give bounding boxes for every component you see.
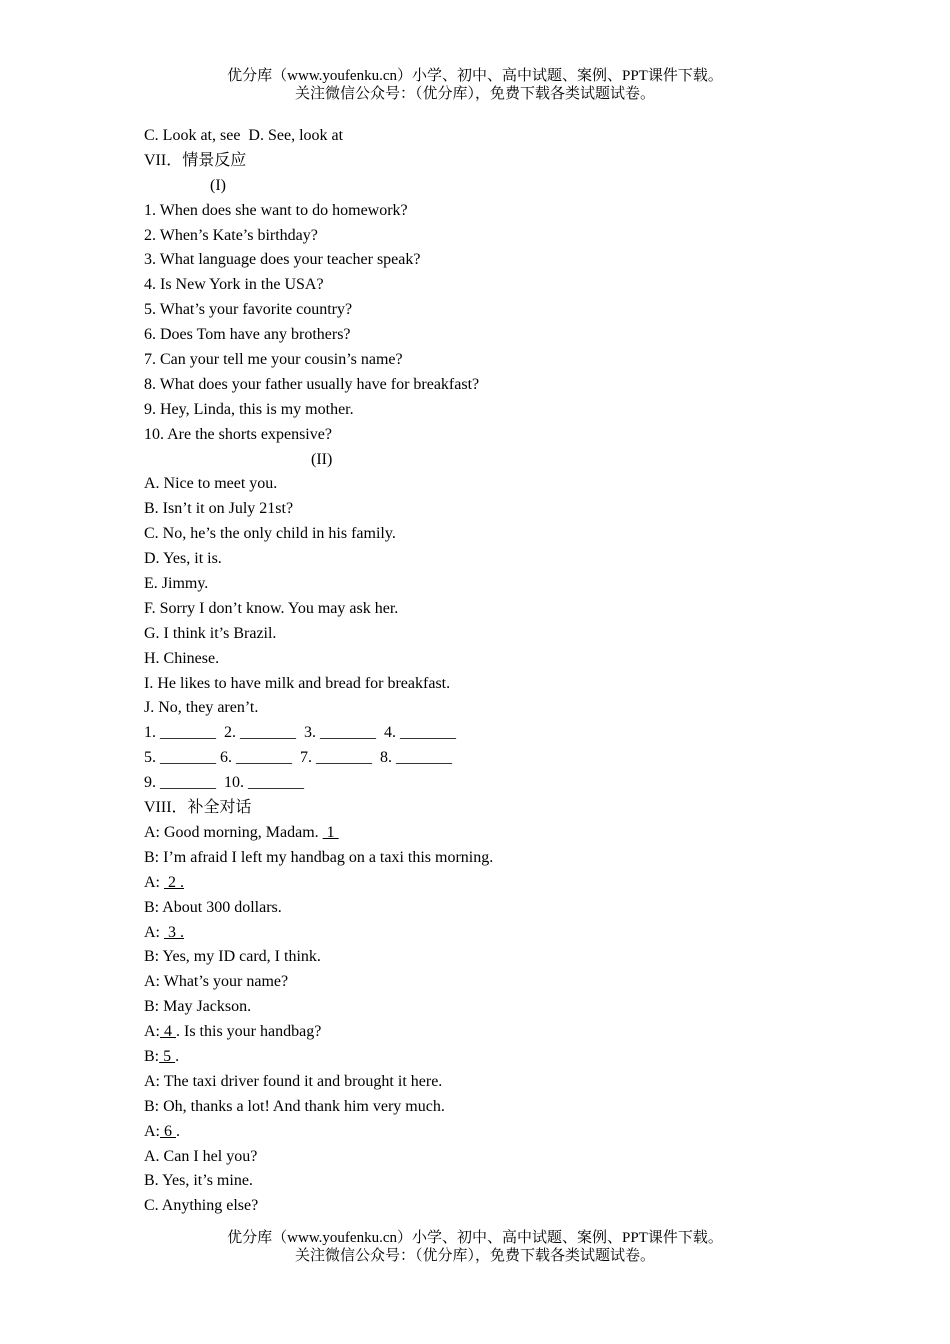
question-2: 2. When’s Kate’s birthday?: [144, 226, 318, 244]
dialogue-blank-4: 4: [160, 1023, 176, 1041]
question-7: 7. Can your tell me your cousin’s name?: [144, 351, 403, 369]
response-f: F. Sorry I don’t know. You may ask her.: [144, 599, 399, 617]
response-g: G. I think it’s Brazil.: [144, 624, 277, 642]
response-d: D. Yes, it is.: [144, 550, 222, 568]
dialogue-text: B: Yes, my ID card, I think.: [144, 948, 321, 966]
option-c: C. Anything else?: [144, 1197, 259, 1215]
question-5: 5. What’s your favorite country?: [144, 301, 353, 319]
dialogue-blank-6: 6: [160, 1122, 176, 1140]
dialogue-line-10: [144, 1045, 804, 1070]
dialogue-line-5: [144, 921, 804, 946]
question-9: 9. Hey, Linda, this is my mother.: [144, 400, 354, 418]
dialogue-line-13: [144, 1120, 804, 1145]
response-c: C. No, he’s the only child in his family.: [144, 525, 396, 543]
question-4: 4. Is New York in the USA?: [144, 276, 324, 294]
dialogue-blank-1: 1: [322, 823, 339, 841]
question-1: 1. When does she want to do homework?: [144, 201, 408, 219]
response-i: I. He likes to have milk and bread for breakfast.: [144, 674, 451, 692]
header-line-2: 关注微信公众号：（优分库），免费下载各类试题试卷。: [294, 86, 655, 102]
dialogue-text: A:: [144, 1023, 160, 1041]
dialogue-text: B: May Jackson.: [144, 998, 252, 1016]
option-b: B. Yes, it’s mine.: [144, 1172, 253, 1190]
dialogue-line-9: [144, 1020, 804, 1045]
answer-blanks-row-1: 1. _______ 2. _______ 3. _______ 4. _______: [144, 724, 456, 742]
option-a: A. Can I hel you?: [144, 1147, 258, 1165]
dialogue-line-12: [144, 1095, 804, 1120]
dialogue-line-2: [144, 846, 804, 871]
dialogue-text-after: . Is this your handbag?: [176, 1023, 322, 1041]
section-7-part-1-label: (I): [210, 176, 226, 194]
dialogue-text: A:: [144, 1122, 160, 1140]
top-options: C. Look at, see D. See, look at: [144, 127, 344, 144]
dialogue-text: A:: [144, 923, 164, 941]
dialogue-blank-5: 5: [159, 1047, 176, 1065]
footer-line-1: 优分库（www.youfenku.cn）小学、初中、高中试题、案例、PPT课件下载。: [227, 1230, 723, 1246]
dialogue-text: A:: [144, 873, 164, 891]
response-h: H. Chinese.: [144, 649, 220, 667]
response-j: J. No, they aren’t.: [144, 699, 259, 717]
dialogue-line-6: [144, 945, 804, 970]
dialogue-text: A: The taxi driver found it and brought it here.: [144, 1072, 443, 1090]
response-a: A. Nice to meet you.: [144, 475, 278, 493]
header-line-1: 优分库（www.youfenku.cn）小学、初中、高中试题、案例、PPT课件下载。: [227, 68, 723, 84]
dialogue-text: B: About 300 dollars.: [144, 898, 282, 916]
page-header: [0, 67, 950, 103]
dialogue-text: A: What’s your name?: [144, 973, 289, 991]
answer-blanks-row-2: 5. _______ 6. _______ 7. _______ 8. _______: [144, 749, 452, 767]
dialogue-text-after: .: [176, 1122, 180, 1140]
dialogue-text: B: I’m afraid I left my handbag on a taxi this morning.: [144, 848, 494, 866]
question-6: 6. Does Tom have any brothers?: [144, 326, 351, 344]
response-e: E. Jimmy.: [144, 575, 209, 593]
dialogue-line-8: [144, 995, 804, 1020]
dialogue-text: B: Oh, thanks a lot! And thank him very much.: [144, 1097, 445, 1115]
dialogue-text-after: .: [175, 1047, 180, 1065]
question-8: 8. What does your father usually have for breakfast?: [144, 375, 480, 393]
dialogue-line-4: [144, 896, 804, 921]
footer-line-2: 关注微信公众号：（优分库），免费下载各类试题试卷。: [294, 1248, 655, 1264]
dialogue-text: A: Good morning, Madam.: [144, 823, 323, 841]
document-body: [144, 124, 804, 1219]
question-10: 10. Are the shorts expensive?: [144, 425, 332, 443]
dialogue-blank-3: 3 .: [164, 923, 184, 941]
dialogue-line-11: [144, 1070, 804, 1095]
answer-blanks-row-3: 9. _______ 10. _______: [144, 774, 304, 792]
dialogue-line-1: [144, 821, 804, 846]
dialogue-text: B:: [144, 1047, 160, 1065]
response-b: B. Isn’t it on July 21st?: [144, 500, 294, 518]
dialogue-line-3: [144, 871, 804, 896]
page-footer: [0, 1229, 950, 1265]
section-7-part-2-label: (II): [311, 450, 333, 468]
dialogue-blank-2: 2 .: [164, 873, 184, 891]
section-7-title: VII．情景反应: [144, 151, 247, 169]
section-8-title: VIII．补全对话: [144, 799, 252, 817]
question-3: 3. What language does your teacher speak?: [144, 251, 421, 269]
dialogue-line-7: [144, 970, 804, 995]
